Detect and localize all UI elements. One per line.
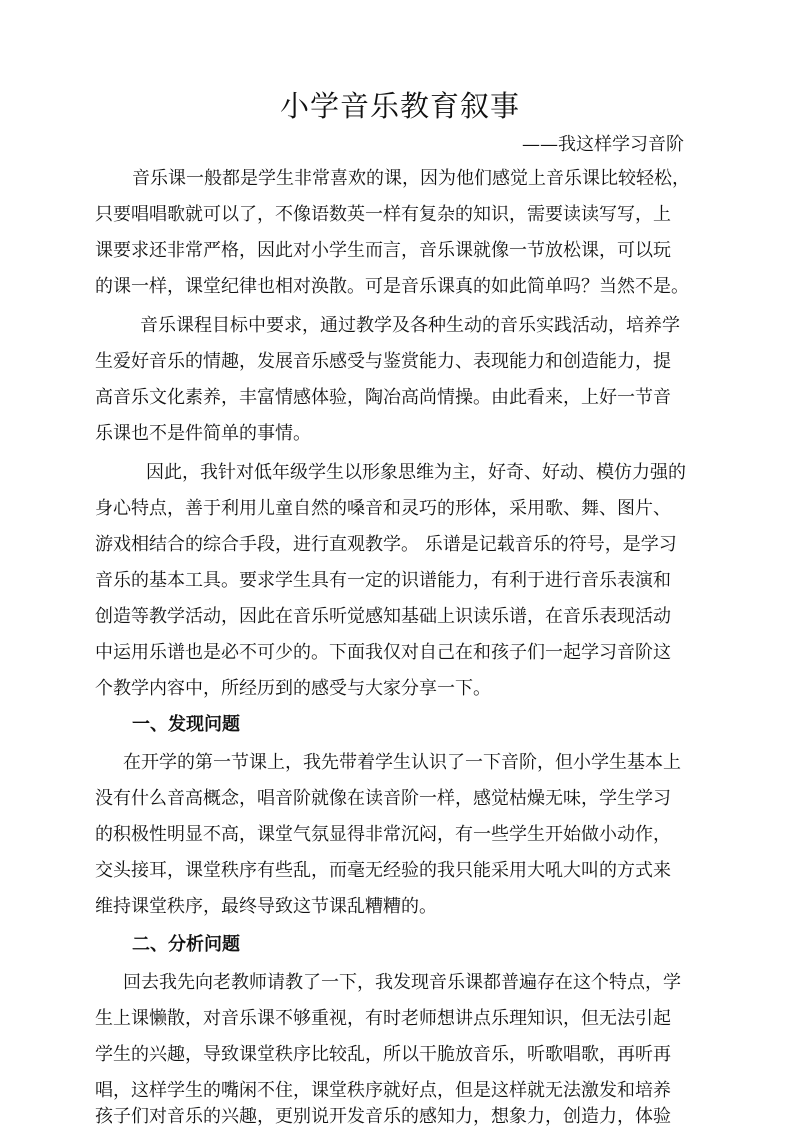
text-line: 维持课堂秩序，最终导致这节课乱糟糟的。 — [95, 896, 437, 917]
text-line: 孩子们对音乐的兴趣，更别说开发音乐的感知力，想象力，创造力，体验 — [95, 1106, 671, 1127]
document-subtitle: ——我这样学习音阶 — [522, 134, 684, 155]
text-line: 学生的兴趣，导致课堂秩序比较乱，所以干脆放音乐，听歌唱歌，再听再 — [95, 1044, 671, 1065]
text-line: 高音乐文化素养，丰富情感体验，陶冶高尚情操。由此看来，上好一节音 — [95, 387, 671, 408]
text-line: 课要求还非常严格，因此对小学生而言，音乐课就像一节放松课，可以玩 — [95, 240, 671, 261]
text-line: 音乐的基本工具。要求学生具有一定的识谱能力，有利于进行音乐表演和 — [95, 570, 671, 591]
text-line: 没有什么音高概念，唱音阶就像在读音阶一样，感觉枯燥无味，学生学习 — [95, 788, 671, 809]
text-line: 的积极性明显不高，课堂气氛显得非常沉闷，有一些学生开始做小动作， — [95, 824, 671, 845]
text-line: 生上课懒散，对音乐课不够重视，有时老师想讲点乐理知识，但无法引起 — [95, 1008, 671, 1029]
text-line: 音乐课程目标中要求，通过教学及各种生动的音乐实践活动，培养学 — [140, 315, 680, 336]
text-line: 交头接耳，课堂秩序有些乱，而毫无经验的我只能采用大吼大叫的方式来 — [95, 860, 671, 881]
text-line: 唱，这样学生的嘴闲不住，课堂秩序就好点，但是这样就无法激发和培养 — [95, 1080, 671, 1101]
section-heading: 二、分析问题 — [132, 934, 240, 955]
text-line: 只要唱唱歌就可以了，不像语数英一样有复杂的知识，需要读读写写，上 — [95, 204, 671, 225]
text-line: 音乐课一般都是学生非常喜欢的课，因为他们感觉上音乐课比较轻松， — [132, 168, 690, 189]
document-title: 小学音乐教育叙事 — [279, 89, 520, 123]
text-line: 中运用乐谱也是必不可少的。下面我仅对自己在和孩子们一起学习音阶这 — [95, 642, 671, 663]
text-line: 游戏相结合的综合手段，进行直观教学。 乐谱是记载音乐的符号，是学习 — [95, 534, 677, 555]
text-line: 在开学的第一节课上，我先带着学生认识了一下音阶，但小学生基本上 — [123, 752, 681, 773]
text-line: 因此，我针对低年级学生以形象思维为主，好奇、好动、模仿力强的 — [146, 462, 686, 483]
text-line: 乐课也不是件简单的事情。 — [95, 423, 311, 444]
text-line: 的课一样，课堂纪律也相对涣散。可是音乐课真的如此简单吗？当然不是。 — [95, 276, 689, 297]
section-heading: 一、发现问题 — [132, 714, 240, 735]
text-line: 回去我先向老教师请教了一下，我发现音乐课都普遍存在这个特点，学 — [123, 972, 681, 993]
text-line: 个教学内容中，所经历到的感受与大家分享一下。 — [95, 678, 491, 699]
text-line: 生爱好音乐的情趣，发展音乐感受与鉴赏能力、表现能力和创造能力，提 — [95, 351, 671, 372]
text-line: 创造等教学活动，因此在音乐听觉感知基础上识读乐谱，在音乐表现活动 — [95, 606, 671, 627]
text-line: 身心特点，善于利用儿童自然的嗓音和灵巧的形体，采用歌、舞、图片、 — [95, 498, 671, 519]
